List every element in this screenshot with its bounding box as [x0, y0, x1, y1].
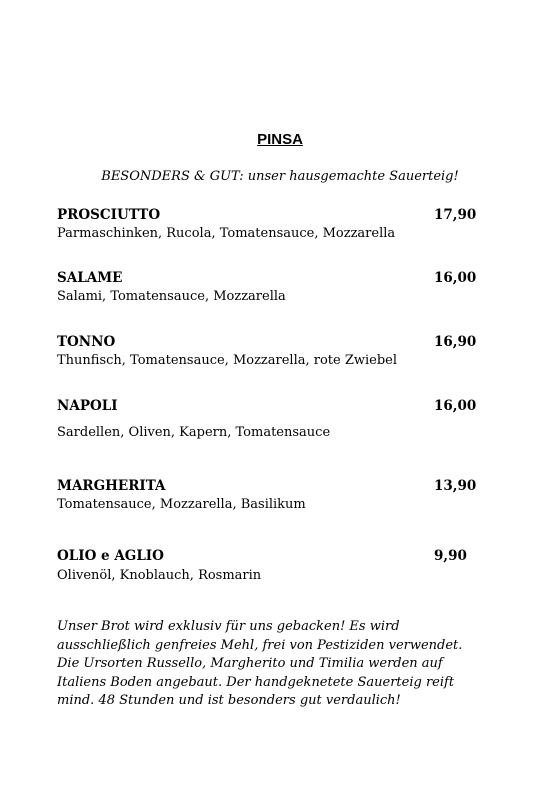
- menu-subtitle: BESONDERS & GUT: unser hausgemachte Sauerteig!: [101, 169, 459, 184]
- bread-note: [57, 618, 507, 711]
- bread-note-line: Unser Brot wird exklusiv für uns gebacken! Es wird: [57, 619, 400, 634]
- menu-item-name: TONNO: [57, 334, 116, 350]
- menu-item-price: 9,90: [434, 548, 467, 564]
- menu-item-name: SALAME: [57, 270, 123, 286]
- bread-note-line: ausschließlich genfreies Mehl, frei von Pestiziden verwendet.: [57, 637, 463, 653]
- menu-title: PINSA: [257, 131, 303, 148]
- menu-item-price: 16,00: [434, 270, 477, 286]
- menu-item-description: Olivenöl, Knoblauch, Rosmarin: [57, 568, 262, 583]
- menu-item-description: Parmaschinken, Rucola, Tomatensauce, Mozzarella: [57, 226, 396, 241]
- bread-note-line: Die Ursorten Russello, Margherito und Timilia werden auf: [57, 656, 443, 671]
- menu-item-name: NAPOLI: [57, 398, 118, 414]
- menu-item-description: Salami, Tomatensauce, Mozzarella: [57, 289, 286, 304]
- menu-item-description: Sardellen, Oliven, Kapern, Tomatensauce: [57, 425, 331, 440]
- menu-item-price: 13,90: [434, 478, 477, 494]
- bread-note-line: Italiens Boden angebaut. Der handgeknetete Sauerteig reift: [57, 674, 455, 690]
- menu-item-description: Thunfisch, Tomatensauce, Mozzarella, rote Zwiebel: [57, 353, 398, 368]
- bread-note-line: mind. 48 Stunden und ist besonders gut verdaulich!: [57, 693, 401, 708]
- menu-item-name: OLIO e AGLIO: [57, 548, 164, 564]
- menu-item-name: PROSCIUTTO: [57, 207, 161, 223]
- menu-item-price: 16,00: [434, 398, 477, 414]
- menu-item-price: 16,90: [434, 334, 477, 350]
- menu-item-description: Tomatensauce, Mozzarella, Basilikum: [57, 497, 306, 512]
- menu-item-name: MARGHERITA: [57, 478, 166, 494]
- menu-item-price: 17,90: [434, 207, 477, 223]
